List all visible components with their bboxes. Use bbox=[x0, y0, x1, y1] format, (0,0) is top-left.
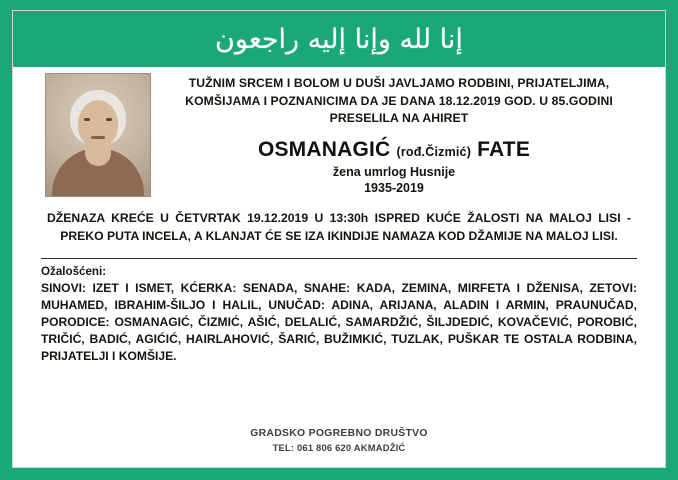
deceased-maiden-name: (rođ.Čizmić) bbox=[396, 145, 472, 160]
deceased-relation: žena umrlog Husnije bbox=[332, 165, 456, 180]
notice-sheet bbox=[12, 10, 666, 468]
footer-organization: GRADSKO POGREBNO DRUŠTVO bbox=[250, 428, 428, 439]
section-divider bbox=[41, 258, 637, 259]
notice-body bbox=[23, 67, 655, 459]
footer-telephone: TEL: 061 806 620 AKMADŽIĆ bbox=[272, 442, 406, 453]
footer bbox=[23, 428, 655, 453]
portrait-eye-left bbox=[84, 118, 90, 121]
funeral-details: DŽENAZA KREĆE U ČETVRTAK 19.12.2019 U 13:30h ISPRED KUĆE ŽALOSTI NA MALOJ LISI - PREKO PUTA INCELA, A KLANJAT ĆE SE IZA IKINDIJE NAMAZA KOD DŽAMIJE NA MALOJ LISI. bbox=[47, 211, 631, 244]
mourners-label: Ožalošćeni: bbox=[41, 264, 107, 278]
portrait-photo bbox=[45, 73, 151, 197]
basmala-band bbox=[13, 11, 665, 67]
basmala-calligraphy: إنا لله وإنا إليه راجعون bbox=[215, 23, 463, 55]
deceased-surname: OSMANAGIĆ bbox=[257, 138, 391, 162]
portrait-eye-right bbox=[106, 118, 112, 121]
mourners-list: SINOVI: IZET I ISMET, KĆERKA: SENADA, SNAHE: KADA, ZEMINA, MIRFETA I DŽENISA, ZETOVI: MUHAMED, IBRAHIM-ŠILJO I HALIL, UNUČAD: ADINA, ARIJANA, ALADIN I ARMIN, PRAUNUČAD, PORODICE: OSMANAGIĆ, ČIZMIĆ, AŠIĆ, DELALIĆ, SAMARDŽIĆ, ŠILJDEDIĆ, KOVAČEVIĆ, POROBIĆ, TRIČIĆ, BADIĆ, AGIĆIĆ, HAIRLAHOVIĆ, ŠARIĆ, BUŽIMKIĆ, TUZLAK, PUŠKAR TE OSTALA RODBINA, PRIJATELJI I KOMŠIJE. bbox=[41, 280, 637, 364]
portrait-mouth bbox=[91, 136, 105, 139]
deceased-first-name: FATE bbox=[477, 138, 531, 162]
intro-text: TUŽNIM SRCEM I BOLOM U DUŠI JAVLJAMO RODBINI, PRIJATELJIMA, KOMŠIJAMA I POZNANICIMA DA JE DANA 18.12.2019 GOD. U 85.GODINI PRESELILA NA AHIRET bbox=[185, 76, 613, 126]
deceased-years: 1935-2019 bbox=[364, 181, 424, 196]
portrait-face bbox=[78, 100, 118, 148]
